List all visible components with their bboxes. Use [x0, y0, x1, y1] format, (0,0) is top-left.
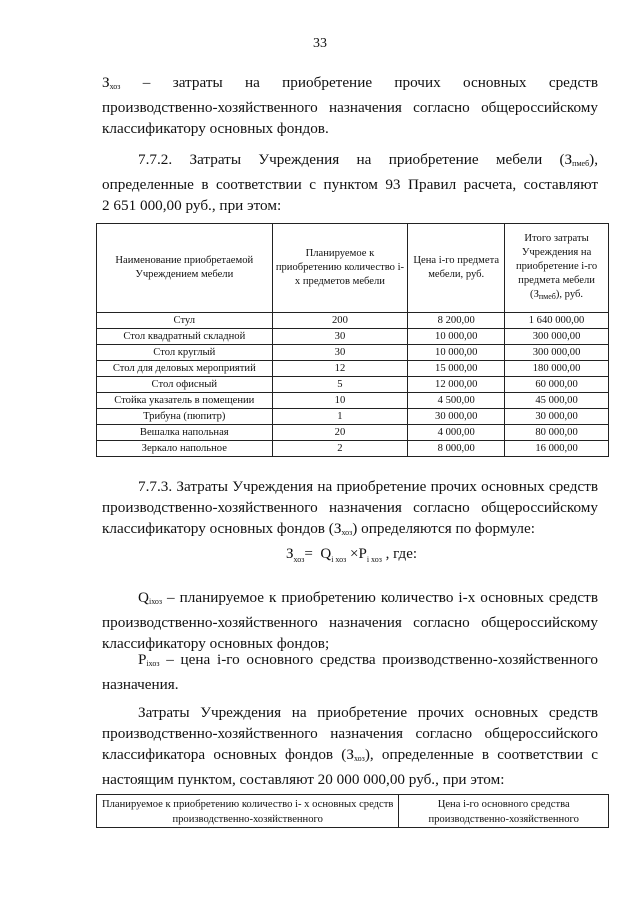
- definition-q-line-3: классификатору основных фондов;: [102, 635, 330, 652]
- section-7-7-3-line-3: классификатору основных фондов $(З_{хоз})$ определяются по формуле:: [102, 520, 535, 537]
- fixed-assets-table-header: [97, 795, 609, 828]
- section-7-7-3-line-1: 7.7.3. Затраты Учреждения на приобретение прочих основных средств: [138, 478, 598, 495]
- header-planned-quantity: Планируемое к приобретению количество i- х основных средств производственно-хозяйственного: [97, 795, 399, 828]
- zhoz-definition-line-3: классификатору основных фондов.: [102, 120, 329, 137]
- furniture-table-body: [97, 313, 609, 457]
- cell-quantity: 5: [272, 377, 408, 393]
- cell-quantity: 2: [272, 441, 408, 457]
- cell-item-name: Стол круглый: [97, 345, 273, 361]
- cell-price: 15 000,00: [408, 361, 505, 377]
- section-7-7-2-line-3: 2 651 000,00 руб., при этом:: [102, 197, 282, 214]
- table-row: [97, 377, 609, 393]
- cell-item-name: Стойка указатель в помещении: [97, 393, 273, 409]
- cell-total: 1 640 000,00: [505, 313, 609, 329]
- definition-p-line-1: $P_{iхоз}$ – цена i-го основного средства производственно-хозяйственного: [138, 651, 598, 668]
- cell-item-name: Вешалка напольная: [97, 425, 273, 441]
- header-asset-price: Цена i-го основного средства производственно-хозяйственного: [399, 795, 609, 828]
- definition-p: [102, 649, 598, 695]
- fixed-assets-table: [96, 794, 609, 828]
- cell-total: 300 000,00: [505, 345, 609, 361]
- cell-total: 80 000,00: [505, 425, 609, 441]
- cell-price: 30 000,00: [408, 409, 505, 425]
- closing-paragraph: [102, 702, 598, 790]
- section-7-7-2-line-2: определенные в соответствии с пунктом 93 Правил расчета, составляют: [102, 176, 598, 193]
- cell-total: 16 000,00: [505, 441, 609, 457]
- page-number: 33: [313, 36, 327, 51]
- definition-q: [102, 587, 598, 654]
- cell-price: 4 000,00: [408, 425, 505, 441]
- cell-total: 60 000,00: [505, 377, 609, 393]
- table-row: [97, 313, 609, 329]
- cell-total: 300 000,00: [505, 329, 609, 345]
- table-row: [97, 441, 609, 457]
- cell-item-name: Стол офисный: [97, 377, 273, 393]
- header-price: Цена i-го предмета мебели, руб.: [408, 224, 505, 313]
- closing-line-4: настоящим пунктом, составляют 20 000 000,00 руб., при этом:: [102, 771, 505, 788]
- definition-q-line-1: $Q_{iхоз}$ – планируемое к приобретению количество i-х основных средств: [138, 589, 598, 606]
- cell-item-name: Стол для деловых мероприятий: [97, 361, 273, 377]
- closing-line-1: Затраты Учреждения на приобретение прочих основных средств: [138, 704, 598, 721]
- furniture-table: [96, 223, 609, 457]
- cell-price: 4 500,00: [408, 393, 505, 409]
- closing-line-3: классификатора основных фондов $(З_{хоз})$, определенные в соответствии с: [102, 746, 598, 763]
- table-row: [97, 361, 609, 377]
- cell-price: 8 000,00: [408, 441, 505, 457]
- cell-quantity: 12: [272, 361, 408, 377]
- cell-price: 10 000,00: [408, 329, 505, 345]
- furniture-table-header: [97, 224, 609, 313]
- section-7-7-2: [102, 149, 598, 216]
- cell-item-name: Стол квадратный складной: [97, 329, 273, 345]
- cell-item-name: Зеркало напольное: [97, 441, 273, 457]
- cell-quantity: 1: [272, 409, 408, 425]
- section-7-7-2-line-1: 7.7.2. Затраты Учреждения на приобретение мебели $(З_{пмеб})$,: [138, 151, 598, 168]
- zhoz-definition-line-1: $З_{хоз}$ – затраты на приобретение прочих основных средств: [102, 74, 598, 91]
- cell-item-name: Стул: [97, 313, 273, 329]
- cell-quantity: 10: [272, 393, 408, 409]
- zhoz-definition-line-2: производственно-хозяйственного назначения согласно общероссийскому: [102, 99, 598, 116]
- cell-price: 12 000,00: [408, 377, 505, 393]
- table-row: [97, 393, 609, 409]
- cell-total: 45 000,00: [505, 393, 609, 409]
- cell-quantity: 30: [272, 329, 408, 345]
- section-7-7-3: [102, 476, 598, 543]
- header-total: Итого затраты Учреждения на приобретение i-го предмета мебели $(З_{пмеб})$, руб.: [505, 224, 609, 313]
- cell-total: 30 000,00: [505, 409, 609, 425]
- closing-line-2: производственно-хозяйственного назначения согласно общероссийского: [102, 725, 598, 742]
- cell-quantity: 20: [272, 425, 408, 441]
- header-item-name: Наименование приобретаемой Учреждением мебели: [97, 224, 273, 313]
- definition-p-line-2: назначения.: [102, 676, 179, 693]
- table-row: [97, 329, 609, 345]
- zhoz-definition: [102, 72, 598, 139]
- section-7-7-3-line-2: производственно-хозяйственного назначения согласно общероссийскому: [102, 499, 598, 516]
- table-row: [97, 425, 609, 441]
- cell-quantity: 200: [272, 313, 408, 329]
- cell-item-name: Трибуна (пюпитр): [97, 409, 273, 425]
- cell-total: 180 000,00: [505, 361, 609, 377]
- cell-price: 8 200,00: [408, 313, 505, 329]
- table-row: [97, 345, 609, 361]
- table-row: [97, 409, 609, 425]
- formula-zhoz: $З_{хоз}= Q_{i хоз} \times P_{i хоз}$ , где:: [286, 546, 418, 564]
- definition-q-line-2: производственно-хозяйственного назначения согласно общероссийскому: [102, 614, 598, 631]
- header-quantity: Планируемое к приобретению количество i-х предметов мебели: [272, 224, 408, 313]
- cell-quantity: 30: [272, 345, 408, 361]
- cell-price: 10 000,00: [408, 345, 505, 361]
